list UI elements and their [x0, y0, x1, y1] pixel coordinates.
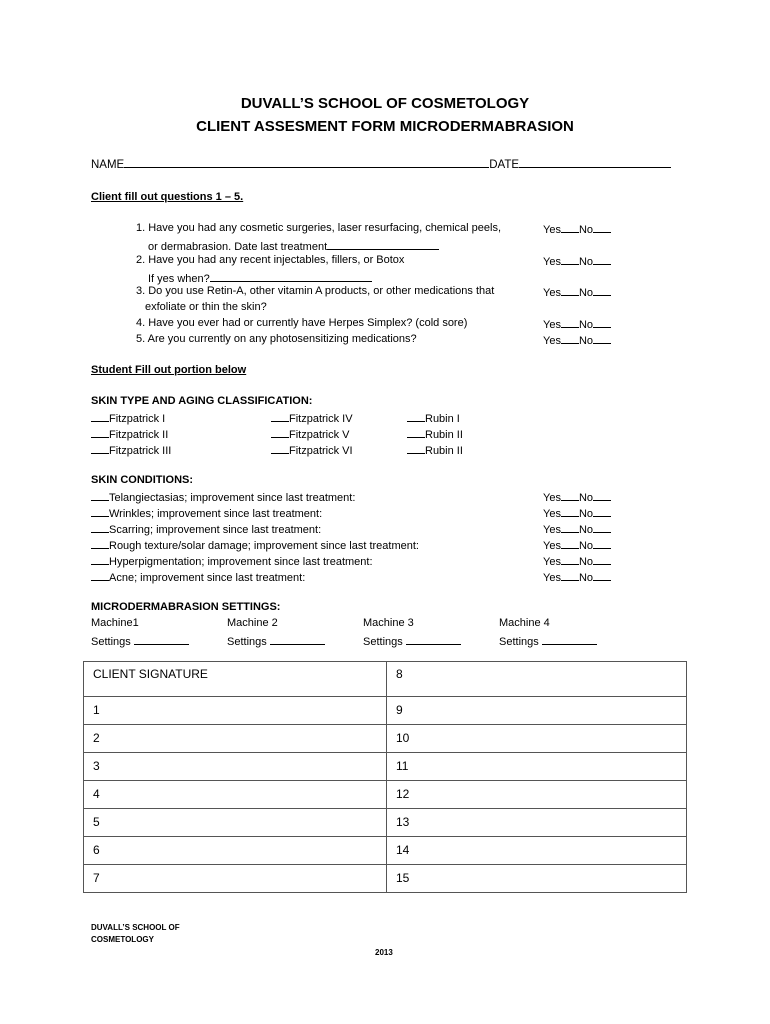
machine-3-label: Machine 3 — [363, 617, 414, 629]
machine-2-label: Machine 2 — [227, 617, 278, 629]
condition-telangiectasias[interactable]: Telangiectasias; improvement since last treatment: — [91, 490, 355, 504]
option-fitzpatrick-1[interactable]: Fitzpatrick I — [91, 411, 165, 425]
condition-6-yes-no[interactable]: Yes No — [543, 570, 611, 584]
name-label: NAME — [91, 159, 125, 171]
condition-2-yes-no[interactable]: Yes No — [543, 506, 611, 520]
table-cell[interactable]: 9 — [387, 697, 687, 725]
condition-4-yes-no[interactable]: Yes No — [543, 538, 611, 552]
condition-scarring[interactable]: Scarring; improvement since last treatment: — [91, 522, 321, 536]
table-cell[interactable]: 4 — [84, 781, 387, 809]
footer-school-line2: COSMETOLOGY — [91, 935, 154, 944]
option-fitzpatrick-3[interactable]: Fitzpatrick III — [91, 443, 171, 457]
option-fitzpatrick-4[interactable]: Fitzpatrick IV — [271, 411, 353, 425]
option-rubin-1[interactable]: Rubin I — [407, 411, 460, 425]
condition-hyperpigmentation[interactable]: Hyperpigmentation; improvement since last treatment: — [91, 554, 373, 568]
table-cell[interactable]: 7 — [84, 865, 387, 893]
option-fitzpatrick-2[interactable]: Fitzpatrick II — [91, 427, 168, 441]
student-section-heading: Student Fill out portion below — [91, 364, 247, 376]
name-line[interactable] — [124, 156, 489, 168]
table-cell[interactable]: 11 — [387, 753, 687, 781]
machine-4-label: Machine 4 — [499, 617, 550, 629]
table-cell[interactable]: 14 — [387, 837, 687, 865]
footer-school-line1: DUVALL’S SCHOOL OF — [91, 923, 180, 932]
question-1-yes-no[interactable]: Yes No — [543, 222, 611, 236]
table-row — [84, 809, 687, 837]
machine-1-label: Machine1 — [91, 617, 139, 629]
table-cell[interactable]: 6 — [84, 837, 387, 865]
if-yes-when-line[interactable] — [210, 270, 372, 282]
question-5: 5. Are you currently on any photosensitizing medications? — [136, 333, 417, 345]
skin-conditions-heading: SKIN CONDITIONS: — [91, 474, 194, 486]
table-row — [84, 837, 687, 865]
table-cell[interactable]: 5 — [84, 809, 387, 837]
table-cell[interactable]: 12 — [387, 781, 687, 809]
machine-4-settings[interactable]: Settings — [499, 633, 597, 648]
question-4-yes-no[interactable]: Yes No — [543, 317, 611, 331]
school-title: DUVALL’S SCHOOL OF COSMETOLOGY — [240, 95, 530, 112]
question-3-line2: exfoliate or thin the skin? — [145, 301, 267, 313]
condition-1-yes-no[interactable]: Yes No — [543, 490, 611, 504]
question-1-line2: or dermabrasion. Date last treatment — [148, 238, 439, 253]
footer-year: 2013 — [375, 948, 393, 957]
table-cell[interactable]: CLIENT SIGNATURE — [84, 662, 387, 697]
option-rubin-2[interactable]: Rubin II — [407, 427, 463, 441]
table-cell[interactable]: 2 — [84, 725, 387, 753]
date-line[interactable] — [519, 156, 671, 168]
condition-wrinkles[interactable]: Wrinkles; improvement since last treatment: — [91, 506, 322, 520]
option-fitzpatrick-5[interactable]: Fitzpatrick V — [271, 427, 350, 441]
condition-5-yes-no[interactable]: Yes No — [543, 554, 611, 568]
question-3-yes-no[interactable]: Yes No — [543, 285, 611, 299]
machine-3-settings[interactable]: Settings — [363, 633, 461, 648]
table-row — [84, 753, 687, 781]
question-2-line2: If yes when? — [148, 270, 372, 285]
condition-acne[interactable]: Acne; improvement since last treatment: — [91, 570, 305, 584]
question-5-yes-no[interactable]: Yes No — [543, 333, 611, 347]
question-2-yes-no[interactable]: Yes No — [543, 254, 611, 268]
date-label: DATE — [489, 159, 520, 171]
table-cell[interactable]: 13 — [387, 809, 687, 837]
skin-type-heading: SKIN TYPE AND AGING CLASSIFICATION: — [91, 395, 313, 407]
question-3-line1: 3. Do you use Retin-A, other vitamin A products, or other medications that — [136, 285, 495, 297]
table-cell[interactable]: 10 — [387, 725, 687, 753]
question-4: 4. Have you ever had or currently have Herpes Simplex? (cold sore) — [136, 317, 468, 329]
question-2-line1: 2. Have you had any recent injectables, fillers, or Botox — [136, 254, 405, 266]
signature-table — [83, 661, 687, 893]
settings-heading: MICRODERMABRASION SETTINGS: — [91, 601, 281, 613]
table-row — [84, 725, 687, 753]
table-row — [84, 781, 687, 809]
machine-1-settings[interactable]: Settings — [91, 633, 189, 648]
question-1-line1: 1. Have you had any cosmetic surgeries, laser resurfacing, chemical peels, — [136, 222, 502, 234]
option-fitzpatrick-6[interactable]: Fitzpatrick VI — [271, 443, 353, 457]
form-title: CLIENT ASSESMENT FORM MICRODERMABRASION — [196, 118, 574, 135]
table-cell[interactable]: 15 — [387, 865, 687, 893]
table-row — [84, 697, 687, 725]
table-cell[interactable]: 1 — [84, 697, 387, 725]
table-cell[interactable]: 8 — [387, 662, 687, 697]
client-section-heading: Client fill out questions 1 – 5. — [91, 191, 244, 203]
name-field[interactable] — [91, 156, 671, 171]
date-last-treatment-line[interactable] — [327, 238, 439, 250]
table-cell[interactable]: 3 — [84, 753, 387, 781]
option-rubin-3[interactable]: Rubin II — [407, 443, 463, 457]
condition-3-yes-no[interactable]: Yes No — [543, 522, 611, 536]
machine-2-settings[interactable]: Settings — [227, 633, 325, 648]
condition-rough-texture[interactable]: Rough texture/solar damage; improvement since last treatment: — [91, 538, 419, 552]
table-row — [84, 662, 687, 697]
table-row — [84, 865, 687, 893]
